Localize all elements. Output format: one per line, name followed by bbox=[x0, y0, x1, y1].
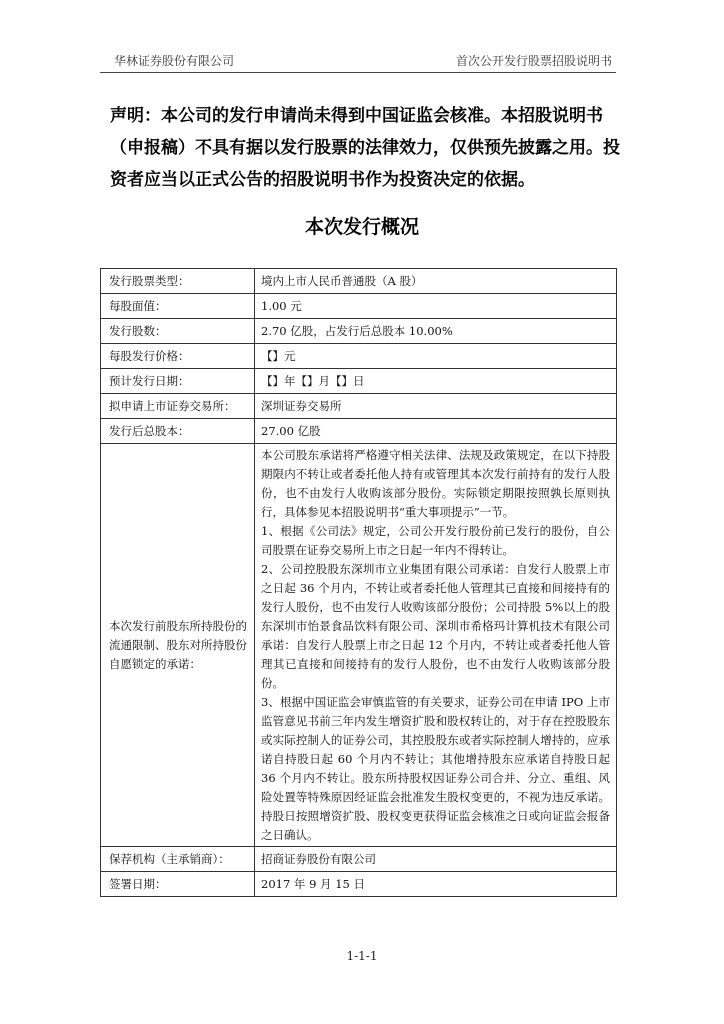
row-label: 发行股票类型： bbox=[101, 269, 255, 294]
declaration-statement: 声明：本公司的发行申请尚未得到中国证监会核准。本招股说明书（申报稿）不具有据以发行股票的法律效力，仅供预先披露之用。投资者应当以正式公告的招股说明书作为投资决定的依据。 bbox=[110, 106, 620, 190]
table-row bbox=[101, 344, 617, 369]
row-label: 每股面值： bbox=[101, 294, 255, 319]
table-row bbox=[101, 394, 617, 419]
page-header bbox=[100, 50, 616, 70]
offering-overview-table bbox=[100, 268, 617, 897]
row-value: 境内上市人民币普通股（A 股） bbox=[255, 269, 617, 294]
row-value: 招商证券股份有限公司 bbox=[255, 847, 617, 872]
row-label: 拟申请上市证券交易所： bbox=[101, 394, 255, 419]
lockup-paragraph: 1、根据《公司法》规定，公司公开发行股份前已发行的股份，自公司股票在证券交易所上市之日起一年内不得转让。 bbox=[261, 524, 610, 557]
page-number: 1-1-1 bbox=[346, 949, 378, 963]
row-value: 27.00 亿股 bbox=[255, 419, 617, 444]
lockup-row bbox=[101, 444, 617, 847]
lockup-paragraph: 3、根据中国证监会审慎监管的有关要求，证券公司在申请 IPO 上市监管意见书前三年内发生增资扩股和股权转让的，对于存在控股股东或实际控制人的证券公司，其控股股东或者实际控制人增持的，应承诺自持股日起 60 个月内不转让；其他增持股东应承诺自持股日起 36 个月内不转让。股东所持股权因证券公司合并、分立、重组、风险处置等特殊原因经证监会批准发生股权变更的，不视为违反承诺。持股日按照增资扩股、股权变更获得证监会核准之日或向证监会报备之日确认。 bbox=[261, 695, 610, 842]
table-row bbox=[101, 369, 617, 394]
row-value: 深圳证券交易所 bbox=[255, 394, 617, 419]
header-doc-title: 首次公开发行股票招股说明书 bbox=[455, 54, 612, 68]
row-value: 2017 年 9 月 15 日 bbox=[255, 872, 617, 897]
row-value: 【】年【】月【】日 bbox=[255, 369, 617, 394]
table-row bbox=[101, 847, 617, 872]
row-label: 签署日期： bbox=[101, 872, 255, 897]
lockup-paragraph: 2、公司控股股东深圳市立业集团有限公司承诺：自发行人股票上市之日起 36 个月内，不转让或者委托他人管理其已直接和间接持有的发行人股份，也不由发行人收购该部分股份；公司持股 5%以上的股东深圳市怡景食品饮料有限公司、深圳市希格玛计算机技术有限公司承诺：自发行人股票上市之日起 12 个月内，不转让或者委托他人管理其已直接和间接持有的发行人股份，也不由发行人收购该部分股份。 bbox=[261, 562, 610, 690]
row-value: 【】元 bbox=[255, 344, 617, 369]
header-divider bbox=[100, 72, 616, 73]
table-row bbox=[101, 269, 617, 294]
lockup-label: 本次发行前股东所持股份的流通限制、股东对所持股份自愿锁定的承诺： bbox=[101, 444, 255, 847]
table-row bbox=[101, 319, 617, 344]
row-label: 保荐机构（主承销商）： bbox=[101, 847, 255, 872]
table-row bbox=[101, 872, 617, 897]
row-label: 每股发行价格： bbox=[101, 344, 255, 369]
section-title: 本次发行概况 bbox=[304, 216, 419, 238]
table-row bbox=[101, 419, 617, 444]
row-label: 发行股数： bbox=[101, 319, 255, 344]
header-company: 华林证券股份有限公司 bbox=[114, 54, 235, 68]
lockup-commitments bbox=[255, 444, 617, 847]
table-row bbox=[101, 294, 617, 319]
row-label: 预计发行日期： bbox=[101, 369, 255, 394]
row-value: 2.70 亿股，占发行后总股本 10.00% bbox=[255, 319, 617, 344]
row-value: 1.00 元 bbox=[255, 294, 617, 319]
lockup-paragraph: 本公司股东承诺将严格遵守相关法律、法规及政策规定，在以下持股期限内不转让或者委托他人持有或管理其本次发行前持有的发行人股份，也不由发行人收购该部分股份。实际锁定期限按照孰长原则执行，具体参见本招股说明书“重大事项提示”一节。 bbox=[261, 448, 610, 519]
row-label: 发行后总股本： bbox=[101, 419, 255, 444]
